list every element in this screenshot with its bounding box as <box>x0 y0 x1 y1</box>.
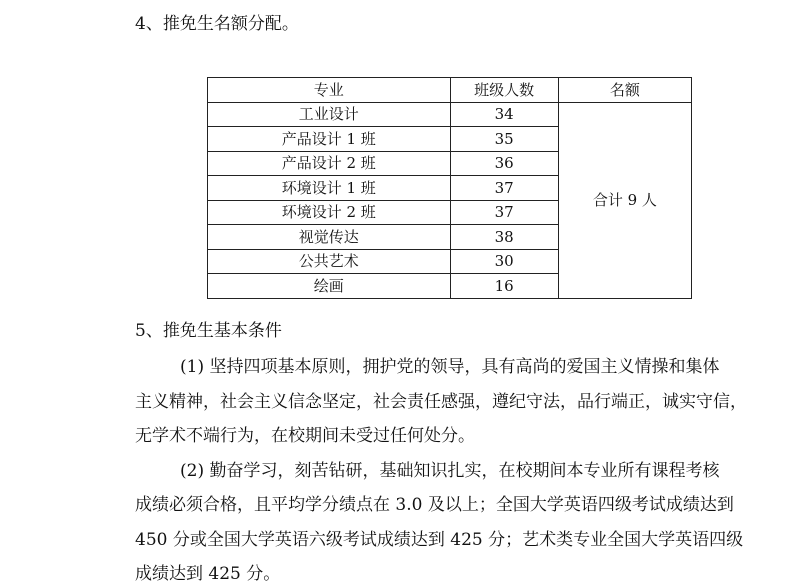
cell-major: 公共艺术 <box>208 249 451 274</box>
paragraph-1-line: (1) 坚持四项基本原则，拥护党的领导，具有高尚的爱国主义情操和集体 <box>180 357 720 377</box>
cell-count: 34 <box>450 102 558 127</box>
paragraph-1-line: 主义精神，社会主义信念坚定，社会责任感强，遵纪守法，品行端正，诚实守信， <box>135 392 747 412</box>
table-row <box>208 102 692 127</box>
cell-major: 视觉传达 <box>208 225 451 250</box>
cell-count: 30 <box>450 249 558 274</box>
cell-count: 38 <box>450 225 558 250</box>
quota-table <box>207 77 692 299</box>
cell-count: 37 <box>450 200 558 225</box>
cell-count: 36 <box>450 151 558 176</box>
table-header-row <box>208 78 692 103</box>
cell-count: 16 <box>450 274 558 299</box>
cell-major: 环境设计 2 班 <box>208 200 451 225</box>
section-4-heading: 4、推免生名额分配。 <box>135 14 299 34</box>
paragraph-2-line: 成绩必须合格，且平均学分绩点在 3.0 及以上；全国大学英语四级考试成绩达到 <box>135 495 734 515</box>
cell-major: 产品设计 1 班 <box>208 127 451 152</box>
paragraph-1-line: 无学术不端行为，在校期间未受过任何处分。 <box>135 426 475 446</box>
cell-major: 工业设计 <box>208 102 451 127</box>
header-major: 专业 <box>208 78 451 103</box>
cell-major: 绘画 <box>208 274 451 299</box>
section-5-heading: 5、推免生基本条件 <box>135 321 282 341</box>
paragraph-2-line: 450 分或全国大学英语六级考试成绩达到 425 分；艺术类专业全国大学英语四级 <box>135 530 744 550</box>
paragraph-2-line: (2) 勤奋学习，刻苦钻研，基础知识扎实，在校期间本专业所有课程考核 <box>180 461 720 481</box>
cell-major: 环境设计 1 班 <box>208 176 451 201</box>
cell-major: 产品设计 2 班 <box>208 151 451 176</box>
paragraph-2-line: 成绩达到 425 分。 <box>135 564 281 584</box>
header-class-size: 班级人数 <box>450 78 558 103</box>
header-quota: 名额 <box>558 78 691 103</box>
cell-count: 35 <box>450 127 558 152</box>
cell-quota-total: 合计 9 人 <box>558 102 691 298</box>
cell-count: 37 <box>450 176 558 201</box>
